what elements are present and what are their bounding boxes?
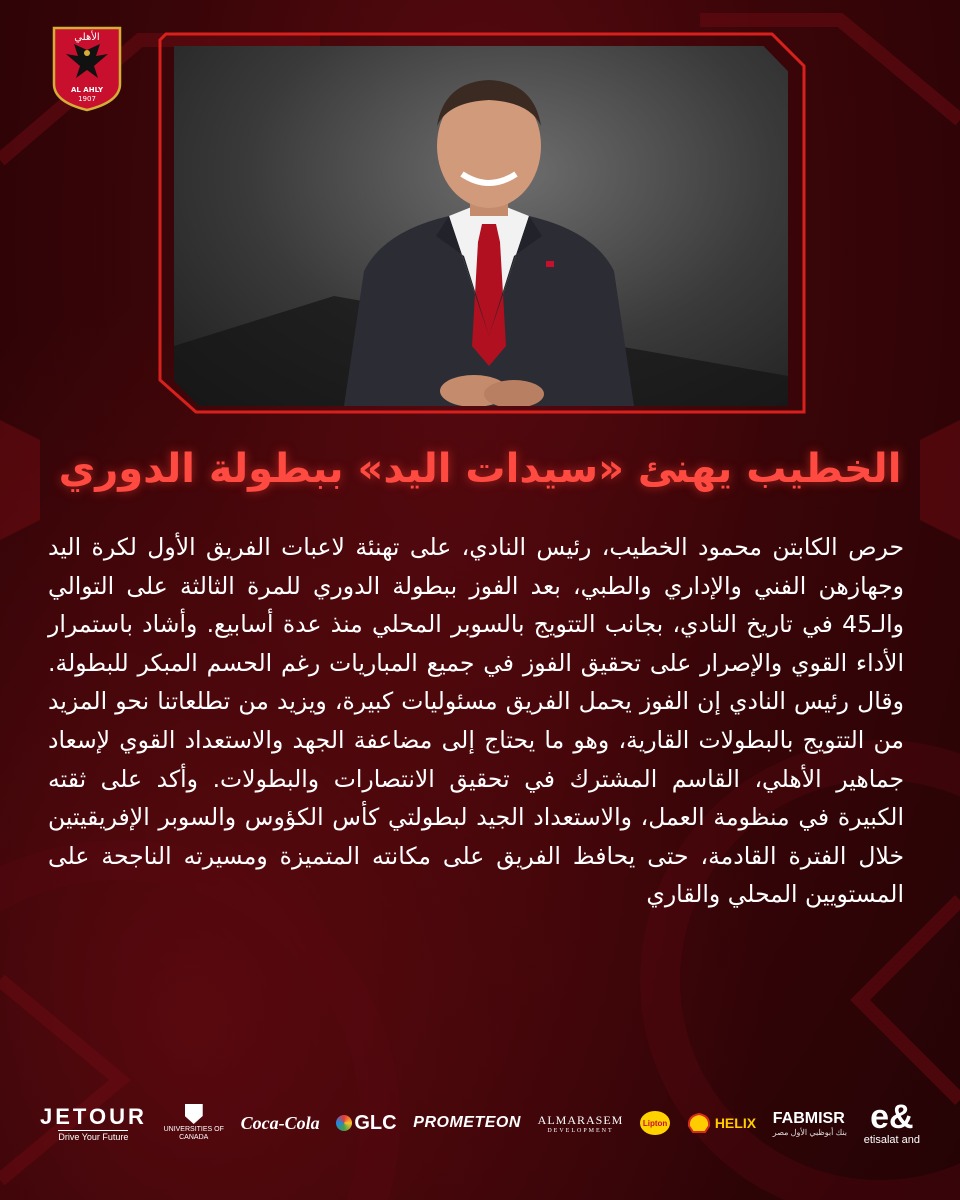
article-body: حرص الكابتن محمود الخطيب، رئيس النادي، على تهنئة لاعبات الفريق الأول لكرة اليد وجهازهن الفني والإداري والطبي، بعد الفوز ببطولة الدوري للمرة الثالثة على التوالي والـ45 في تاريخ النادي، بجانب التتويج بالسوبر المحلي منذ عدة أسابيع. وأشاد باستمرار الأداء القوي والإصرار على تحقيق الفوز في جميع المباريات رغم الحسم المبكر للبطولة. وقال رئيس النادي إن الفوز يحمل الفريق مسئوليات كبيرة، ويزيد من تطلعاتنا نحو المزيد من التتويج بالبطولات القارية، وهو ما يحتاج إلى مضاعفة الجهد والاستعداد القوي لإسعاد جماهير الأهلي، القاسم المشترك في تحقيق الانتصارات والبطولات. وأكد على ثقته الكبيرة في منظومة العمل، والاستعداد الجيد لبطولتي كأس الكؤوس والسوبر الإفريقيتين خلال الفترة القادمة، حتى يحافظ الفريق على مكانته المتميزة ومسيرته الناجحة على المستويين المحلي والقاري — [48, 533, 904, 909]
sponsor-almarasem-sub: DEVELOPMENT — [547, 1127, 614, 1134]
photo-frame — [152, 30, 810, 422]
sponsor-lipton: Lipton — [640, 1111, 670, 1135]
sponsor-jetour-name: JETOUR — [40, 1104, 147, 1129]
shell-pecten-icon — [687, 1112, 711, 1134]
glc-ring-icon — [336, 1115, 352, 1131]
sponsor-prometeon: PROMETEON — [413, 1114, 521, 1131]
sponsor-glc-name: GLC — [354, 1111, 397, 1134]
sponsor-fab — [773, 1110, 847, 1137]
sponsor-etisalat — [864, 1100, 920, 1146]
sponsor-uofc-line2: CANADA — [179, 1134, 209, 1141]
sponsor-jetour — [40, 1104, 147, 1142]
portrait-illustration — [174, 46, 788, 406]
club-logo-year: 1907 — [78, 95, 96, 103]
club-logo-icon — [52, 26, 122, 112]
sponsor-shell-product: HELIX — [714, 1115, 757, 1131]
sponsor-bar — [40, 1088, 920, 1158]
sponsor-etisalat-mark: e& — [870, 1098, 914, 1136]
sponsor-shell — [687, 1112, 756, 1134]
sponsor-jetour-tagline: Drive Your Future — [58, 1132, 129, 1142]
club-logo-arabic: الأهلي — [74, 32, 100, 43]
sponsor-fab-name: FABMISR — [772, 1109, 845, 1127]
sponsor-uofc-line1: UNIVERSITIES OF — [163, 1126, 224, 1133]
uofc-crest-icon — [185, 1104, 203, 1124]
sponsor-almarasem-name: ALMARASEM — [537, 1112, 624, 1127]
club-logo-name: AL AHLY — [70, 86, 104, 94]
sponsor-etisalat-text: etisalat and — [863, 1134, 920, 1146]
sponsor-almarasem — [538, 1113, 624, 1134]
sponsor-uofc — [164, 1104, 224, 1142]
headline: الخطيب يهنئ «سيدات اليد» ببطولة الدوري — [58, 446, 902, 492]
sponsor-fab-tagline: بنك أبوظبي الأول مصر — [772, 1127, 847, 1137]
sponsor-cocacola: Coca-Cola — [240, 1112, 320, 1133]
portrait-photo — [174, 46, 788, 406]
sponsor-glc — [336, 1112, 396, 1135]
